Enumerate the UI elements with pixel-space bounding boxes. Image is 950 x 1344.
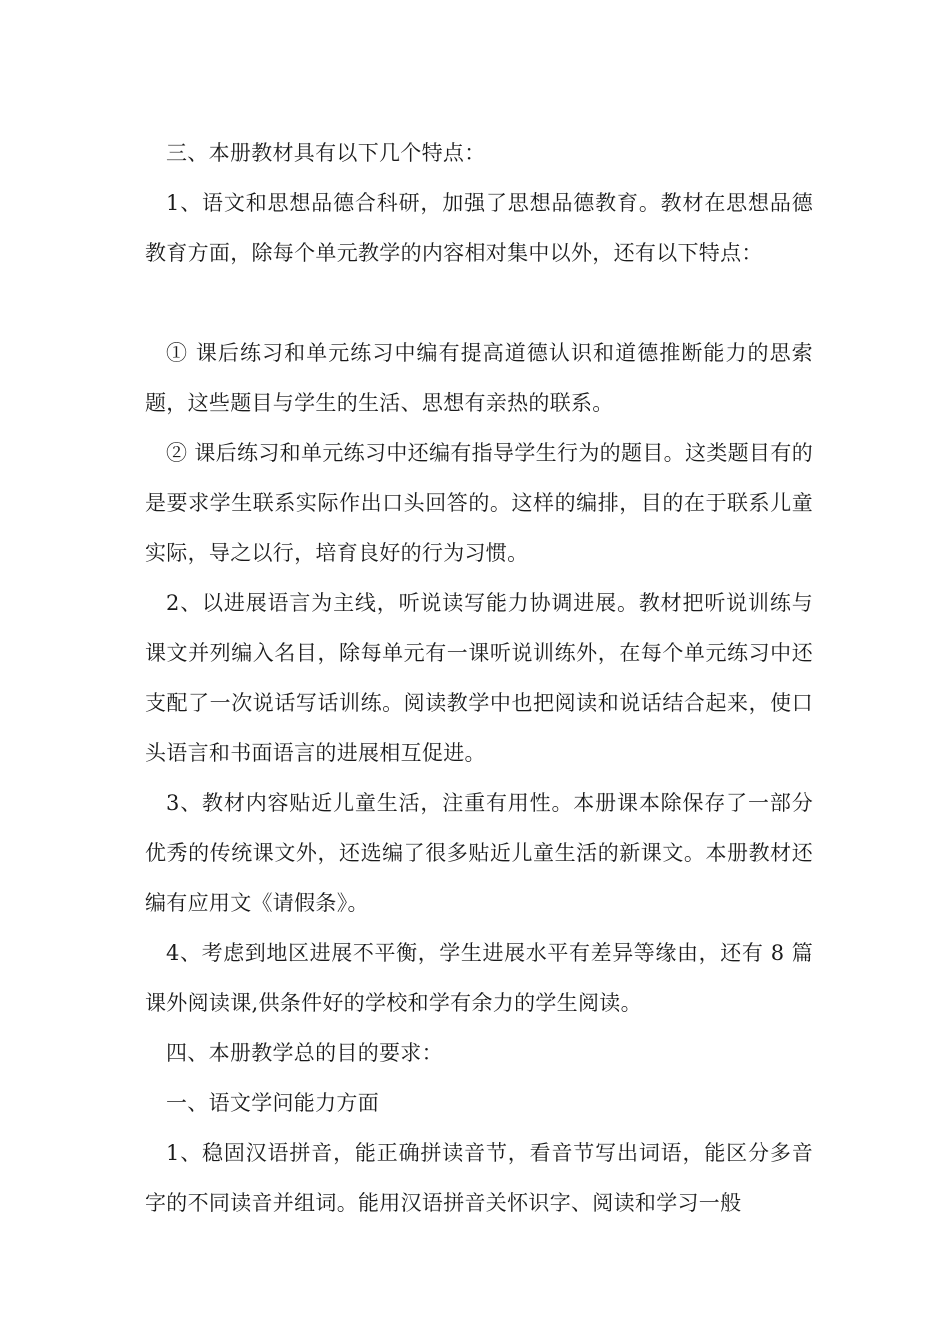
heading-textbook-features: 三、本册教材具有以下几个特点： — [166, 141, 486, 165]
heading-teaching-goals: 四、本册教学总的目的要求： — [166, 1041, 443, 1065]
paragraph-feature-3: 3、教材内容贴近儿童生活，注重有用性。本册课本除保存了一部分优秀的传统课文外，还选编了很多贴近儿童生活的新课文。本册教材还编有应用文《请假条》。 — [145, 791, 813, 915]
paragraph-subpoint-1: ① 课后练习和单元练习中编有提高道德认识和道德推断能力的思索题，这些题目与学生的生活、思想有亲热的联系。 — [145, 341, 813, 415]
paragraph-goal-1: 1、稳固汉语拼音，能正确拼读音节，看音节写出词语，能区分多音字的不同读音并组词。能用汉语拼音关怀识字、阅读和学习一般 — [145, 1141, 813, 1215]
paragraph-subpoint-2: ② 课后练习和单元练习中还编有指导学生行为的题目。这类题目有的是要求学生联系实际作出口头回答的。这样的编排，目的在于联系儿童实际，导之以行，培育良好的行为习惯。 — [145, 441, 813, 565]
paragraph-feature-2: 2、以进展语言为主线，听说读写能力协调进展。教材把听说训练与课文并列编入名目，除每单元有一课听说训练外，在每个单元练习中还支配了一次说话写话训练。阅读教学中也把阅读和说话结合起来，使口头语言和书面语言的进展相互促进。 — [145, 591, 813, 765]
paragraph-feature-4: 4、考虑到地区进展不平衡，学生进展水平有差异等缘由，还有 8 篇课外阅读课,供条件好的学校和学有余力的学生阅读。 — [145, 941, 813, 1015]
heading-language-ability: 一、语文学问能力方面 — [166, 1091, 379, 1115]
document-page — [145, 128, 813, 1228]
paragraph-feature-1: 1、语文和思想品德合科研，加强了思想品德教育。教材在思想品德教育方面，除每个单元教学的内容相对集中以外，还有以下特点： — [145, 191, 813, 265]
